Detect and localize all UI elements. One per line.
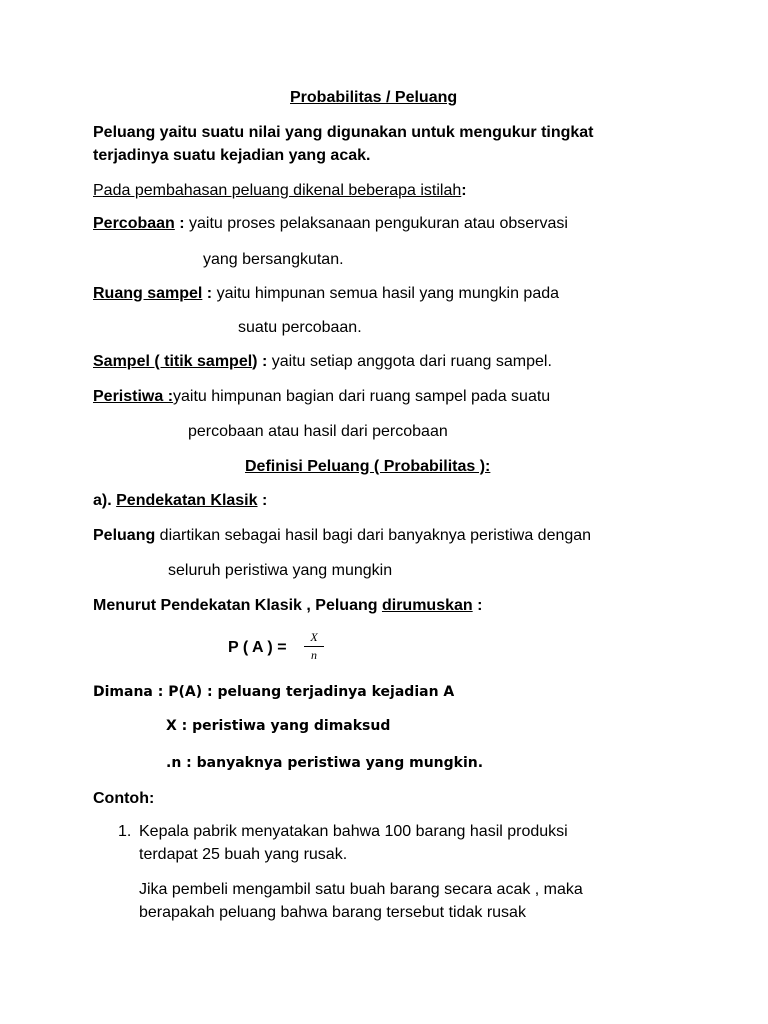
menurut-text: Menurut Pendekatan Klasik , Peluang (93, 597, 382, 614)
term-label-suffix: ) (252, 353, 258, 370)
term-label: Percobaan (93, 215, 175, 232)
term-definition-continued: suatu percobaan. (238, 319, 362, 336)
term-ruang-sampel (93, 283, 559, 305)
intro-line-2: terjadinya suatu kejadian yang acak. (93, 147, 371, 164)
definition-heading: Definisi Peluang ( Probabilitas ): (245, 458, 491, 475)
menurut-line (93, 595, 482, 617)
terms-intro-colon: : (461, 182, 467, 199)
term-definition-continued: yang bersangkutan. (203, 251, 344, 268)
menurut-underlined: dirumuskan (381, 597, 473, 614)
fraction-bar (304, 646, 324, 647)
term-definition: yaitu himpunan bagian dari ruang sampel pada suatu (173, 388, 551, 405)
formula-denominator: n (311, 648, 317, 662)
peluang-def-text: diartikan sebagai hasil bagi dari banyaknya peristiwa dengan (155, 527, 592, 544)
menurut-colon: : (472, 597, 483, 614)
dimana-line-2: X : peristiwa yang dimaksud (166, 718, 391, 734)
terms-intro (93, 180, 467, 202)
term-sampel (93, 351, 552, 373)
document-title: Probabilitas / Peluang (290, 89, 458, 106)
example-line-4: berapakah peluang bahwa barang tersebut tidak rusak (139, 904, 526, 921)
peluang-definition (93, 525, 591, 547)
term-definition-continued: percobaan atau hasil dari percobaan (188, 423, 448, 440)
term-definition: yaitu proses pelaksanaan pengukuran atau observasi (189, 215, 568, 232)
example-line-3: Jika pembeli mengambil satu buah barang secara acak , maka (139, 881, 583, 898)
peluang-word: Peluang (93, 527, 156, 544)
term-percobaan (93, 213, 568, 235)
dimana-line-3: .n : banyaknya peristiwa yang mungkin. (166, 755, 484, 771)
section-a-prefix: a). (93, 492, 117, 509)
intro-line-1: Peluang yaitu suatu nilai yang digunakan untuk mengukur tingkat (93, 124, 594, 141)
section-a-heading (93, 490, 267, 512)
term-definition: yaitu setiap anggota dari ruang sampel. (271, 353, 552, 370)
term-label: Peristiwa : (93, 388, 174, 405)
term-separator: : (202, 285, 217, 302)
term-peristiwa (93, 386, 550, 408)
example-number: 1. (118, 823, 132, 840)
term-label: Ruang sampel (93, 285, 203, 302)
example-line-1: Kepala pabrik menyatakan bahwa 100 barang hasil produksi (139, 823, 568, 840)
term-separator: : (257, 353, 272, 370)
term-separator: : (174, 215, 190, 232)
formula-lhs: P ( A ) = (228, 639, 287, 656)
example-line-2: terdapat 25 buah yang rusak. (139, 846, 348, 863)
term-definition: yaitu himpunan semua hasil yang mungkin pada (216, 285, 560, 302)
formula-fraction (304, 630, 324, 664)
dimana-line-1: Dimana : P(A) : peluang terjadinya kejadian A (93, 684, 455, 700)
peluang-definition-continued: seluruh peristiwa yang mungkin (168, 562, 393, 579)
section-a-colon: : (257, 492, 268, 509)
contoh-label: Contoh: (93, 790, 155, 807)
section-a-title: Pendekatan Klasik (116, 492, 258, 509)
terms-intro-text: Pada pembahasan peluang dikenal beberapa istilah (93, 182, 462, 199)
formula-numerator: X (310, 630, 318, 644)
term-label: Sampel ( titik sampel (93, 353, 253, 370)
